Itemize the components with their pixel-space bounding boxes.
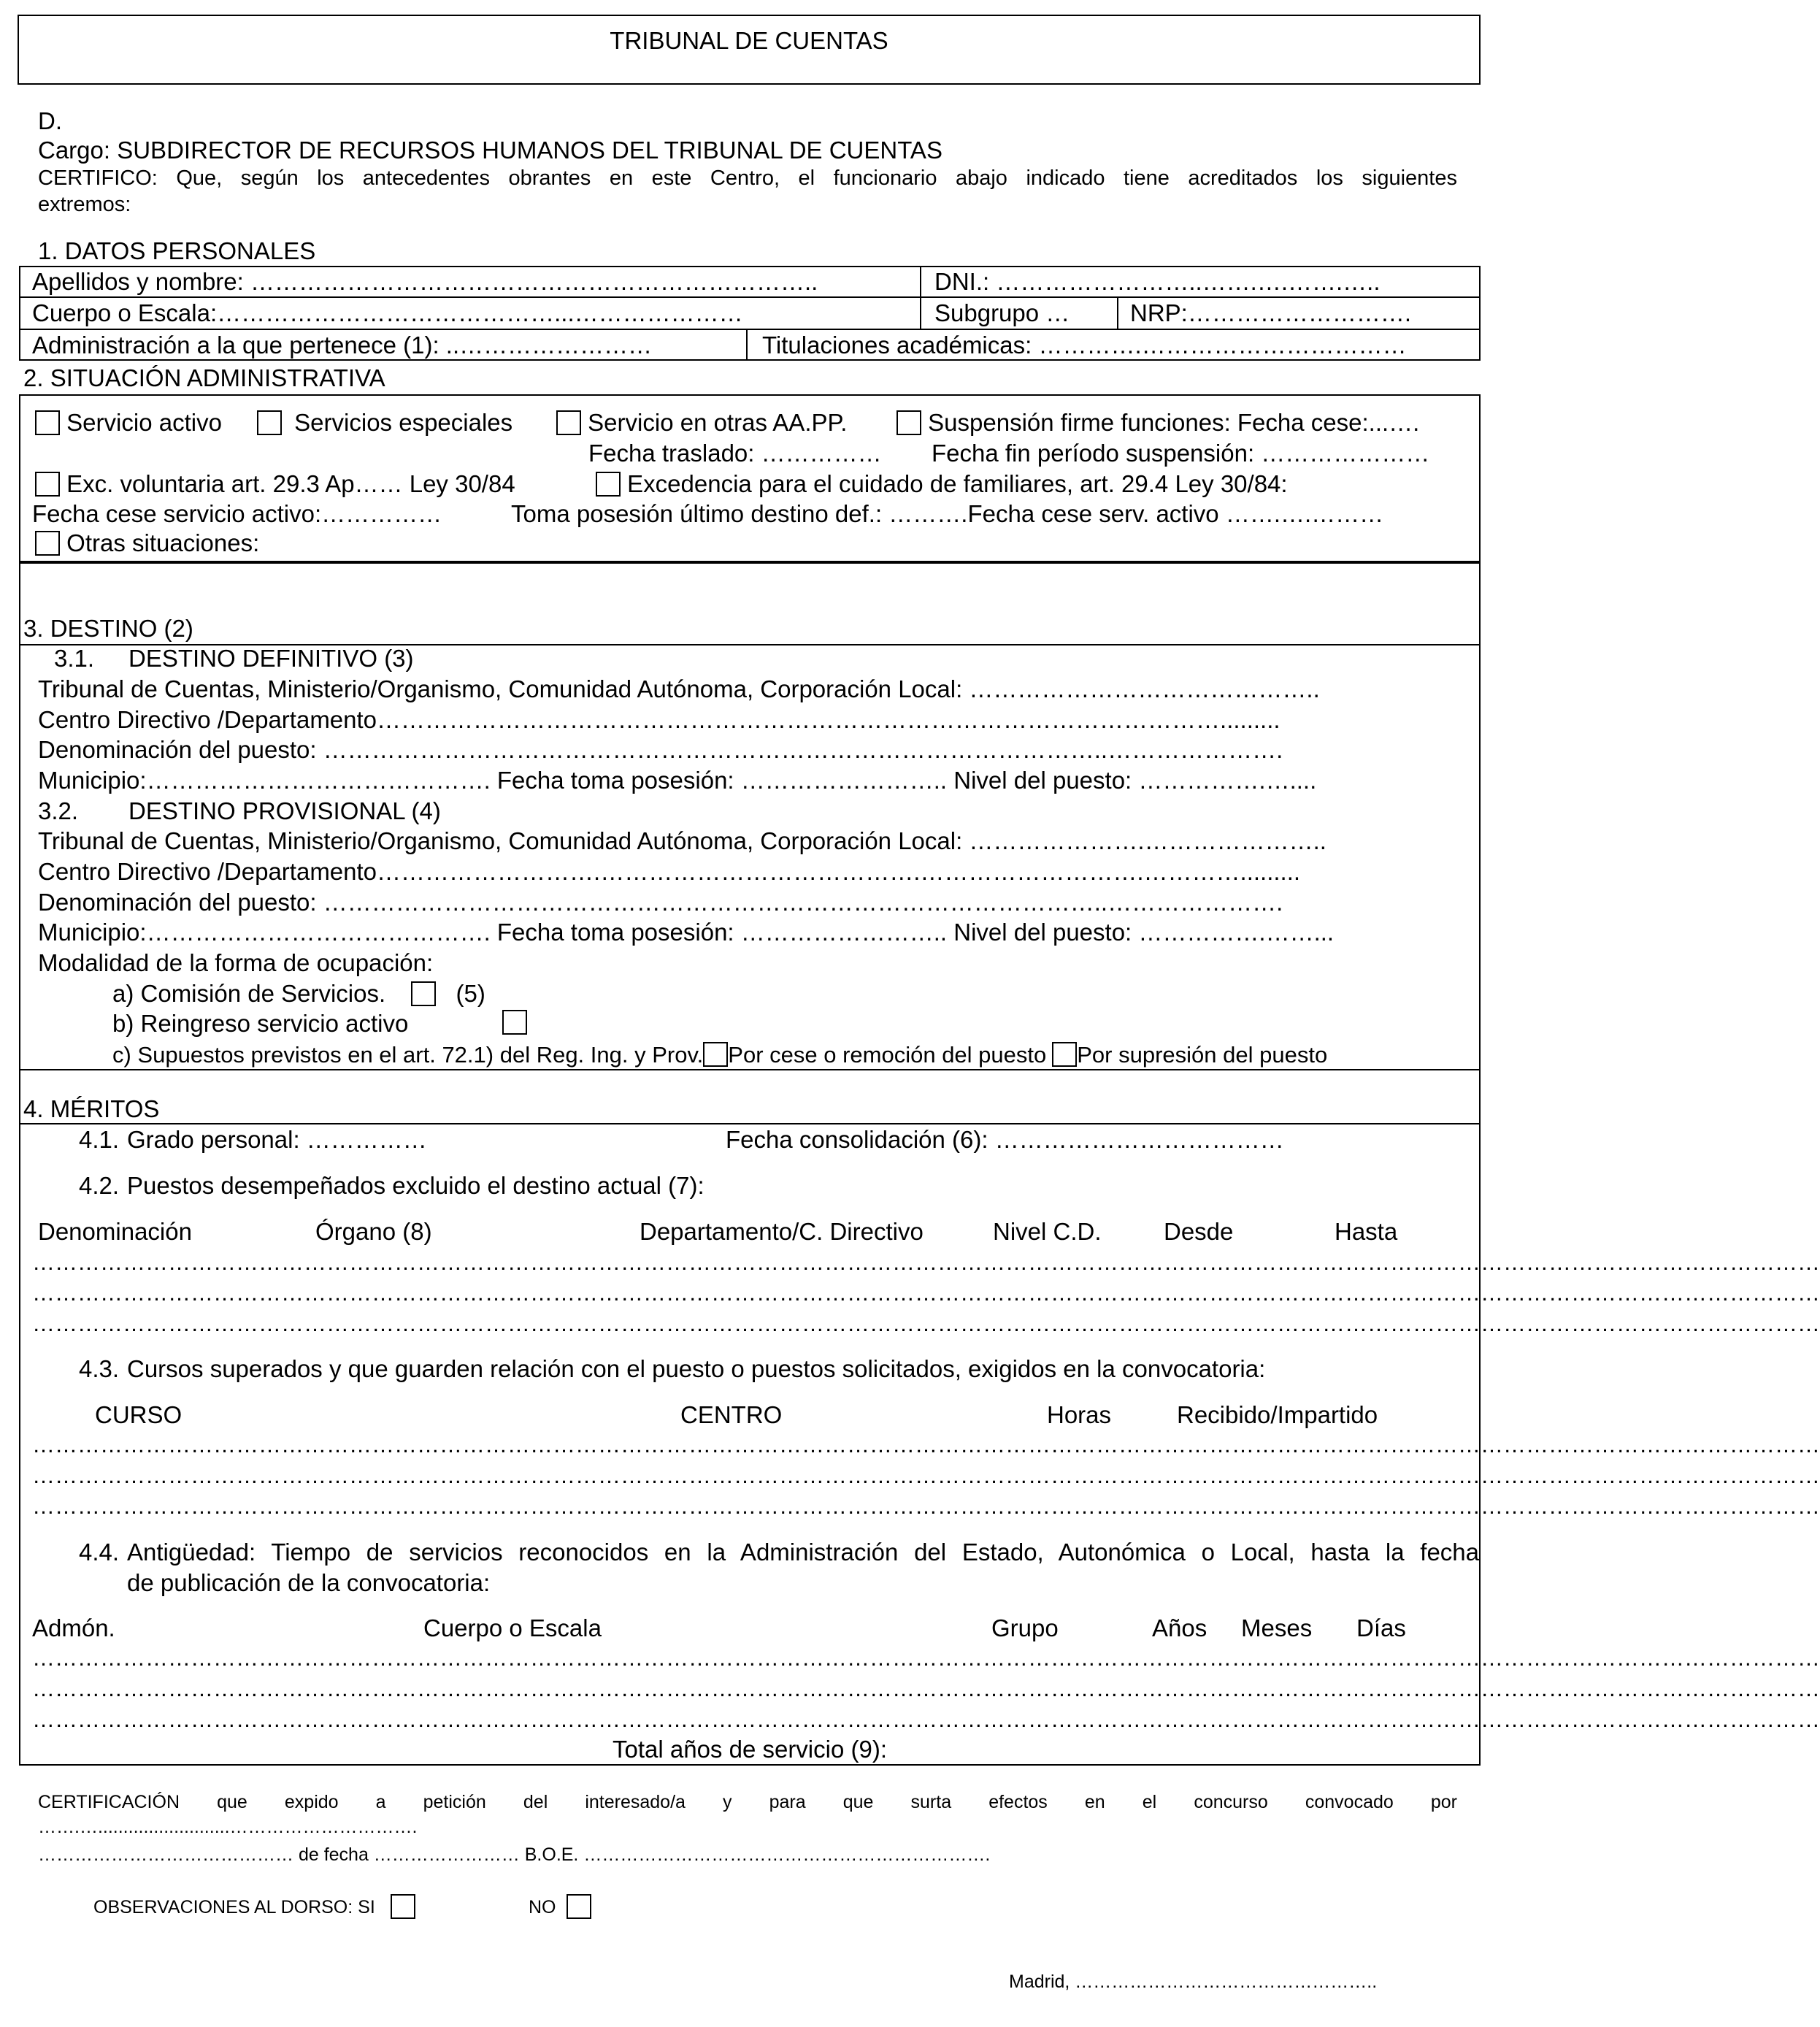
certificacion-line2[interactable]: …………………………………… de fecha …………………… B.O.E. …………………………………………………………. [38, 1844, 991, 1865]
total-anos-servicio: Total años de servicio (9): [612, 1736, 887, 1763]
exc-voluntaria-checkbox[interactable] [35, 472, 60, 497]
cursos-header-recibido: Recibido/Impartido [1177, 1401, 1378, 1428]
puestos-header-denominacion: Denominación [38, 1218, 192, 1245]
row-divider [19, 329, 1481, 330]
sub1-number: 3.1. [54, 645, 95, 672]
grado-field[interactable]: Grado personal: …………… [127, 1126, 427, 1153]
sub2-title: DESTINO PROVISIONAL (4) [128, 797, 441, 824]
section4-title: 4. MÉRITOS [23, 1095, 160, 1122]
cursos-dotted-line[interactable]: ………………………………………………………………………………………………………………………………………………………………………………………………………………… [32, 1432, 1820, 1457]
prov-denominacion-field[interactable]: Denominación del puesto: ……………………………………………………………………………………..…………………. [38, 889, 1283, 916]
section2-title: 2. SITUACIÓN ADMINISTRATIVA [23, 364, 385, 391]
sub1-title: DESTINO DEFINITIVO (3) [128, 645, 414, 672]
mod-a-option[interactable]: a) Comisión de Servicios. (5) [112, 980, 485, 1007]
suspension-checkbox[interactable] [896, 410, 921, 435]
madrid-date-field[interactable]: Madrid, ………………………………………….. [1009, 1972, 1378, 1992]
cursos-label: Cursos superados y que guarden relación con el puesto o puestos solicitados, exigidos en la convocatoria: [127, 1355, 1266, 1382]
certificacion-line1b[interactable]: …….…..........................…………………………. [38, 1817, 418, 1837]
puestos-number: 4.2. [79, 1172, 120, 1199]
otras-checkbox[interactable] [35, 531, 60, 556]
excedencia-familiares-checkbox[interactable] [596, 472, 621, 497]
section-divider [19, 1123, 1481, 1124]
puestos-header-desde: Desde [1164, 1218, 1234, 1245]
cursos-dotted-line[interactable]: ………………………………………………………………………………………………………………………………………………………………………………………………………………… [32, 1493, 1820, 1519]
titulaciones-field[interactable]: Titulaciones académicas: ………….…………………………… [762, 332, 1407, 359]
fecha-consolidacion-field[interactable]: Fecha consolidación (6): ……………………………… [726, 1126, 1284, 1153]
row-divider [19, 296, 1481, 298]
antiguedad-header-anos: Años [1152, 1614, 1207, 1641]
section-divider [19, 1069, 1481, 1070]
mod-a-checkbox[interactable] [411, 981, 436, 1006]
toma-posesion-field[interactable]: Toma posesión último destino def.: ……….Fecha cese serv. activo …….….……… [511, 500, 1384, 527]
cuerpo-field[interactable]: Cuerpo o Escala:……………………………………...………………… [32, 299, 743, 326]
fecha-cese-activo-field[interactable]: Fecha cese servicio activo:…………… [32, 500, 442, 527]
section3-title: 3. DESTINO (2) [23, 615, 193, 642]
puestos-label: Puestos desempeñados excluido el destino actual (7): [127, 1172, 704, 1199]
otras-option[interactable]: Otras situaciones: [35, 530, 259, 556]
cursos-header-centro: CENTRO [680, 1401, 783, 1428]
cursos-dotted-line[interactable]: ………………………………………………………………………………………………………………………………………………………………………………………………………………… [32, 1463, 1820, 1488]
certificacion-line1: CERTIFICACIÓN que expido a petición del interesado/a y para que surta efectos en el concurso convocado por [38, 1792, 1457, 1812]
puestos-dotted-line[interactable]: ………………………………………………………………………………………………………………………………………………………………………………………………………………… [32, 1311, 1820, 1336]
antiguedad-dotted-line[interactable]: ………………………………………………………………………………………………………………………………………………………………………………………………………………… [32, 1676, 1820, 1701]
cursos-number: 4.3. [79, 1355, 120, 1382]
def-centro-field[interactable]: Centro Directivo /Departamento……………………………………………………………………………………………......... [38, 706, 1280, 733]
puestos-header-nivel: Nivel C.D. [993, 1218, 1102, 1245]
puestos-header-hasta: Hasta [1335, 1218, 1398, 1245]
excedencia-familiares-option[interactable]: Excedencia para el cuidado de familiares, art. 29.4 Ley 30/84: [596, 471, 1288, 497]
def-denominacion-field[interactable]: Denominación del puesto: ……………………………………………………………………………………..…………………. [38, 736, 1283, 763]
mod-b-option[interactable]: b) Reingreso servicio activo [112, 1010, 409, 1037]
puestos-header-departamento: Departamento/C. Directivo [640, 1218, 924, 1245]
exc-voluntaria-option[interactable]: Exc. voluntaria art. 29.3 Ap…… Ley 30/84 [35, 471, 515, 497]
puestos-dotted-line[interactable]: ………………………………………………………………………………………………………………………………………………………………………………………………………………… [32, 1280, 1820, 1306]
prov-centro-field[interactable]: Centro Directivo /Departamento……………………….………………………………….……………………….…………......... [38, 858, 1301, 885]
puestos-header-organo: Órgano (8) [315, 1218, 432, 1245]
mod-c-supresion-checkbox[interactable] [1052, 1042, 1077, 1067]
prov-tribunal-field[interactable]: Tribunal de Cuentas, Ministerio/Organismo, Comunidad Autónoma, Corporación Local: ………………….………………….. [38, 827, 1326, 854]
col-divider [1117, 296, 1118, 329]
dni-field[interactable]: DNI.: ……………………..…….….…….….. [934, 268, 1381, 295]
antiguedad-header-grupo: Grupo [991, 1614, 1059, 1641]
section1-title: 1. DATOS PERSONALES [38, 237, 316, 264]
prov-municipio-field[interactable]: Municipio:……………………………………. Fecha toma posesión: …………………….. Nivel del puesto: …………….……... [38, 919, 1335, 946]
antiguedad-header-cuerpo: Cuerpo o Escala [423, 1614, 602, 1641]
mod-c-cese-checkbox[interactable] [703, 1042, 728, 1067]
antiguedad-number: 4.4. [79, 1539, 120, 1566]
cargo-line: Cargo: SUBDIRECTOR DE RECURSOS HUMANOS DEL TRIBUNAL DE CUENTAS [38, 137, 942, 164]
certifico-line1: CERTIFICO: Que, según los antecedentes obrantes en este Centro, el funcionario abajo indicado tiene acreditados los siguientes [38, 166, 1457, 190]
servicios-especiales-option[interactable]: Servicios especiales [257, 410, 512, 436]
apellidos-field[interactable]: Apellidos y nombre: …………………………………………………………….. [32, 268, 818, 295]
sub2-number: 3.2. [38, 797, 79, 824]
administracion-field[interactable]: Administración a la que pertenece (1): ..…………………… [32, 332, 653, 359]
mod-b-checkbox[interactable] [502, 1010, 527, 1035]
page-title: TRIBUNAL DE CUENTAS [610, 27, 888, 54]
nrp-field[interactable]: NRP:………………………. [1130, 299, 1412, 326]
antiguedad-header-admon: Admón. [32, 1614, 115, 1641]
cursos-header-curso: CURSO [95, 1401, 183, 1428]
observaciones-no-option[interactable]: NO [529, 1894, 591, 1919]
antiguedad-line2: de publicación de la convocatoria: [127, 1569, 491, 1596]
puestos-dotted-line[interactable]: ………………………………………………………………………………………………………………………………………………………………………………………………………………… [32, 1249, 1820, 1275]
def-municipio-field[interactable]: Municipio:……………………………………. Fecha toma posesión: …………………….. Nivel del puesto: …………….….... [38, 767, 1317, 794]
servicio-otras-checkbox[interactable] [556, 410, 581, 435]
observaciones-si-checkbox[interactable] [391, 1894, 415, 1919]
col-divider [746, 329, 748, 361]
antiguedad-line1: Antigüedad: Tiempo de servicios reconocidos en la Administración del Estado, Autonómica o Local, hasta la fecha [127, 1539, 1479, 1566]
observaciones-si-option[interactable]: OBSERVACIONES AL DORSO: SI [93, 1894, 415, 1919]
modalidad-label: Modalidad de la forma de ocupación: [38, 949, 434, 976]
antiguedad-dotted-line[interactable]: ………………………………………………………………………………………………………………………………………………………………………………………………………………… [32, 1645, 1820, 1671]
servicio-activo-option[interactable]: Servicio activo [35, 410, 222, 436]
fecha-traslado-field[interactable]: Fecha traslado: …………… [588, 440, 882, 467]
grado-number: 4.1. [79, 1126, 120, 1153]
antiguedad-dotted-line[interactable]: ………………………………………………………………………………………………………………………………………………………………………………………………………………… [32, 1706, 1820, 1732]
mod-c-option[interactable]: c) Supuestos previstos en el art. 72.1) del Reg. Ing. y Prov. Por cese o remoción del puesto Por supresión del puesto [112, 1042, 1328, 1068]
certifico-line2: extremos: [38, 193, 131, 216]
antiguedad-header-meses: Meses [1241, 1614, 1313, 1641]
def-tribunal-field[interactable]: Tribunal de Cuentas, Ministerio/Organismo, Comunidad Autónoma, Corporación Local: …………………………………….. [38, 675, 1320, 702]
observaciones-no-checkbox[interactable] [567, 1894, 591, 1919]
servicios-especiales-checkbox[interactable] [257, 410, 282, 435]
fecha-fin-field[interactable]: Fecha fin período suspensión: ………………… [932, 440, 1430, 467]
suspension-option[interactable]: Suspensión firme funciones: Fecha cese:...…. [896, 410, 1419, 436]
cursos-header-horas: Horas [1047, 1401, 1112, 1428]
servicio-activo-checkbox[interactable] [35, 410, 60, 435]
d-label: D. [38, 107, 62, 134]
servicio-otras-option[interactable]: Servicio en otras AA.PP. [556, 410, 847, 436]
antiguedad-header-dias: Días [1356, 1614, 1406, 1641]
subgrupo-field[interactable]: Subgrupo … [934, 299, 1070, 326]
col-divider [920, 266, 921, 329]
